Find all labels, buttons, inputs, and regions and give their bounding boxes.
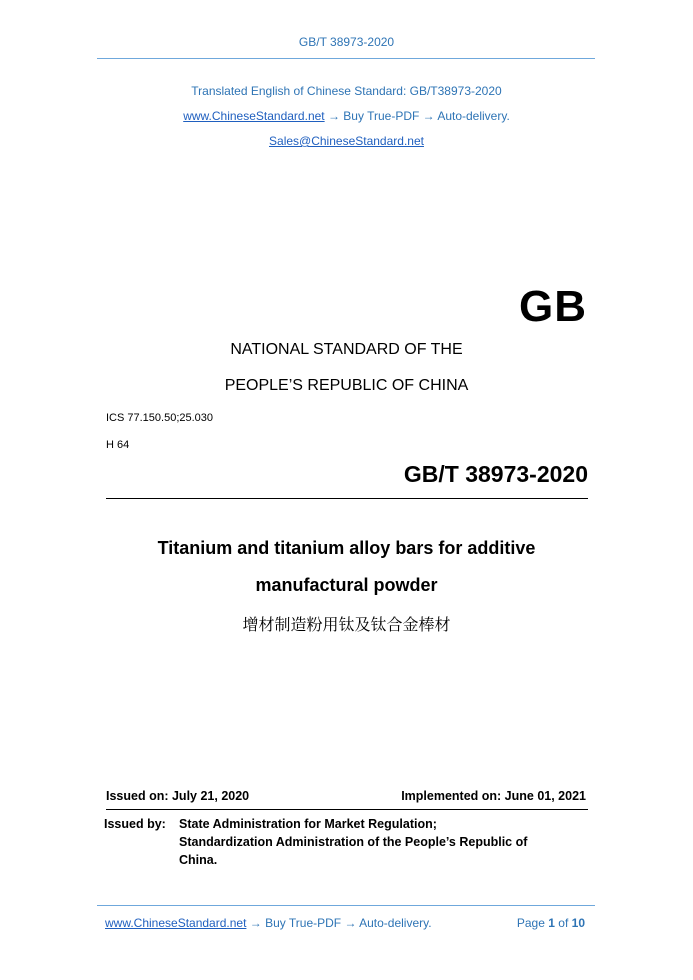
national-standard-line2: PEOPLE’S REPUBLIC OF CHINA	[224, 377, 469, 394]
title-chinese: 增材制造粉用钛及钛合金棒材	[242, 615, 451, 634]
page-number: 1	[548, 916, 555, 930]
footer-site-link[interactable]: www.ChineseStandard.net	[105, 916, 247, 930]
standard-number-rule	[106, 498, 588, 499]
site-link[interactable]: www.ChineseStandard.net	[183, 109, 325, 123]
translated-notice: Translated English of Chinese Standard: GB/T38973-2020	[191, 84, 502, 98]
issuer-line2: Standardization Administration of the People’s Republic of	[179, 835, 528, 849]
footer-buy-line	[105, 916, 432, 930]
buy-text: → Buy True-PDF → Auto-delivery.	[324, 109, 510, 123]
sales-email-link[interactable]: Sales@ChineseStandard.net	[269, 134, 424, 148]
issued-on-date: Issued on: July 21, 2020	[106, 789, 250, 803]
ccs-code: H 64	[106, 439, 130, 451]
page-indicator	[517, 916, 585, 930]
title-english-line2: manufactural powder	[255, 575, 438, 595]
ics-code: ICS 77.150.50;25.030	[106, 412, 214, 424]
title-english-line1: Titanium and titanium alloy bars for additive	[157, 538, 536, 558]
gb-logo: GB	[519, 282, 587, 331]
buy-line	[0, 109, 693, 123]
issuer-line1: State Administration for Market Regulation;	[179, 817, 437, 831]
dates-divider	[106, 809, 588, 810]
header-standard-code: GB/T 38973-2020	[298, 35, 395, 49]
sales-line	[0, 134, 693, 148]
header-divider	[97, 58, 595, 59]
implemented-on-date: Implemented on: June 01, 2021	[401, 789, 586, 803]
footer-divider	[97, 905, 595, 906]
issuer-line3: China.	[179, 853, 218, 867]
national-standard-line1: NATIONAL STANDARD OF THE	[230, 341, 463, 358]
page-label: Page	[516, 916, 545, 930]
of-label: of	[558, 916, 569, 930]
footer-buy-text: → Buy True-PDF → Auto-delivery.	[246, 916, 432, 930]
issued-by-label: Issued by:	[104, 817, 166, 831]
standard-number: GB/T 38973-2020	[403, 461, 588, 487]
page-total: 10	[571, 916, 585, 930]
